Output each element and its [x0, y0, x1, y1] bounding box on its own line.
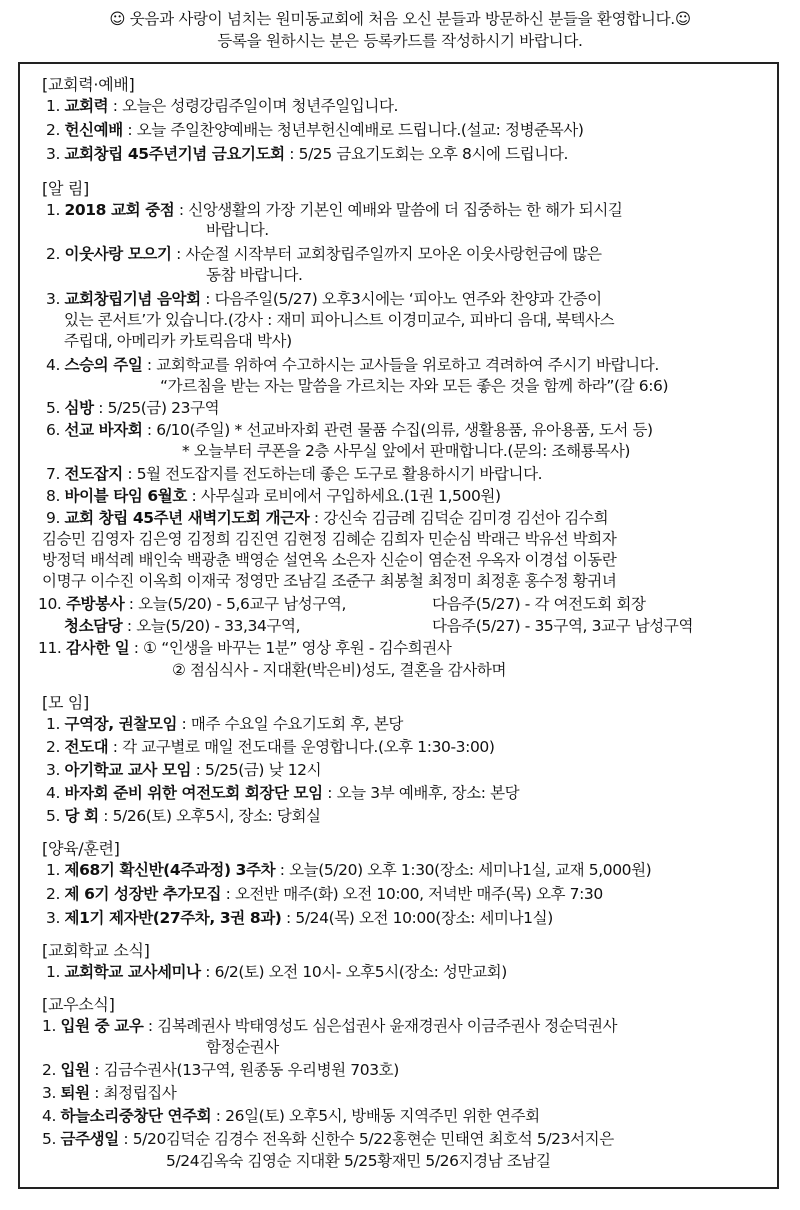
list-item-continuation: 동참 바랍니다.: [206, 266, 303, 284]
list-item: 7. 전도잡지 : 5월 전도잡지를 전도하는데 좋은 도구로 활용하시기 바랍니다.: [46, 465, 543, 483]
section-title-training: [양육/훈련]: [42, 839, 120, 858]
list-item: 4. 스승의 주일 : 교회학교를 위하여 수고하시는 교사들을 위로하고 격려하여 주시기 바랍니다.: [46, 356, 659, 374]
list-item: 1. 제68기 확신반(4주과정) 3주차 : 오늘(5/20) 오후 1:30(장소: 세미나1실, 교재 5,000원): [46, 861, 652, 879]
welcome-line: ☺ 웃음과 사랑이 넘치는 원미동교회에 처음 오신 분들과 방문하신 분들을 환영합니다.☺: [109, 10, 691, 28]
list-item: 청소담당 : 오늘(5/20) - 33,34구역,: [64, 617, 301, 635]
list-item-continuation: 김승민 김영자 김은영 김정희 김진연 김현정 김혜순 김희자 민순심 박래근 박유선 박희자: [42, 530, 617, 548]
section-title-members: [교우소식]: [42, 995, 115, 1014]
section-title-worship: [교회력·예배]: [42, 75, 135, 94]
registration-line: 등록을 원하시는 분은 등록카드를 작성하시기 바랍니다.: [217, 32, 583, 50]
list-item-continuation: 5/24김옥숙 김영순 지대환 5/25황재민 5/26지경남 조남길: [166, 1152, 551, 1170]
list-item-continuation: 주립대, 아메리카 카토릭음대 박사): [64, 332, 292, 350]
list-item-continuation: “가르침을 받는 자는 말씀을 가르치는 자와 모든 좋은 것을 함께 하라”(갈 6:6): [160, 377, 669, 395]
list-item-continuation: 다음주(5/27) - 35구역, 3교구 남성구역: [432, 617, 694, 635]
list-item: 2. 이웃사랑 모으기 : 사순절 시작부터 교회창립주일까지 모아온 이웃사랑헌금에 많은: [46, 245, 602, 263]
list-item: 2. 제 6기 성장반 추가모집 : 오전반 매주(화) 오전 10:00, 저녁반 매주(목) 오후 7:30: [46, 885, 603, 903]
list-item: 3. 아기학교 교사 모임 : 5/25(금) 낮 12시: [46, 761, 322, 779]
list-item: 5. 당 회 : 5/26(토) 오후5시, 장소: 당회실: [46, 807, 321, 825]
list-item: 3. 퇴원 : 최정립집사: [42, 1084, 177, 1102]
list-item: 3. 제1기 제자반(27주차, 3권 8과) : 5/24(목) 오전 10:00(장소: 세미나1실): [46, 909, 553, 927]
list-item-continuation: 함정순권사: [206, 1038, 279, 1056]
bulletin-frame: [18, 62, 779, 1189]
list-item: 1. 입원 중 교우 : 김복례권사 박태영성도 심은섭권사 윤재경권사 이금주권사 정순덕권사: [42, 1017, 618, 1035]
list-item: 4. 하늘소리중창단 연주회 : 26일(토) 오후5시, 방배동 지역주민 위한 연주회: [42, 1107, 540, 1125]
list-item: 2. 헌신예배 : 오늘 주일찬양예배는 청년부헌신예배로 드립니다.(설교: 정병준목사): [46, 121, 584, 139]
list-item: 1. 교회학교 교사세미나 : 6/2(토) 오전 10시- 오후5시(장소: 성만교회): [46, 963, 507, 981]
list-item-continuation: * 오늘부터 쿠폰을 2층 사무실 앞에서 판매합니다.(문의: 조해룡목사): [182, 442, 631, 460]
list-item: 9. 교회 창립 45주년 새벽기도회 개근자 : 강신숙 김금례 김덕순 김미경 김선아 김수희: [46, 509, 609, 527]
list-item: 5. 금주생일 : 5/20김덕순 김경수 전옥화 신한수 5/22홍현순 민태연 최호석 5/23서지은: [42, 1130, 614, 1148]
list-item: 10. 주방봉사 : 오늘(5/20) - 5,6교구 남성구역,: [38, 595, 347, 613]
section-title-meetings: [모 임]: [42, 693, 89, 712]
list-item: 3. 교회창립기념 음악회 : 다음주일(5/27) 오후3시에는 ‘피아노 연주와 찬양과 간증이: [46, 290, 602, 308]
list-item-continuation: 있는 콘서트’가 있습니다.(강사 : 재미 피아니스트 이경미교수, 피바디 음대, 북텍사스: [64, 311, 615, 329]
list-item: 1. 교회력 : 오늘은 성령강림주일이며 청년주일입니다.: [46, 97, 399, 115]
list-item: 6. 선교 바자회 : 6/10(주일) * 선교바자회 관련 물품 수집(의류, 생활용품, 유아용품, 도서 등): [46, 421, 653, 439]
list-item-continuation: 바랍니다.: [206, 221, 269, 239]
section-title-church-school: [교회학교 소식]: [42, 941, 150, 960]
list-item-continuation: ② 점심식사 - 지대환(박은비)성도, 결혼을 감사하며: [172, 661, 507, 679]
welcome-header: [0, 8, 800, 52]
list-item-continuation: 방정덕 배석례 배인숙 백광춘 백영순 설연옥 소은자 신순이 염순전 우옥자 이경섭 이동란: [42, 551, 617, 569]
list-item-continuation: 이명구 이수진 이옥희 이재국 정영만 조남길 조준구 최봉철 최정미 최정훈 홍수정 황귀녀: [42, 572, 617, 590]
list-item: 2. 입원 : 김금수권사(13구역, 원종동 우리병원 703호): [42, 1061, 399, 1079]
list-item: 11. 감사한 일 : ① “인생을 바꾸는 1분” 영상 후원 - 김수희권사: [38, 639, 452, 657]
list-item: 1. 2018 교회 중점 : 신앙생활의 가장 기본인 예배와 말씀에 더 집중하는 한 해가 되시길: [46, 201, 623, 219]
list-item: 4. 바자회 준비 위한 여전도회 회장단 모임 : 오늘 3부 예배후, 장소: 본당: [46, 784, 520, 802]
section-title-notices: [알 림]: [42, 179, 89, 198]
list-item: 8. 바이블 타임 6월호 : 사무실과 로비에서 구입하세요.(1권 1,500원): [46, 487, 501, 505]
list-item: 5. 심방 : 5/25(금) 23구역: [46, 399, 220, 417]
list-item: 3. 교회창립 45주년기념 금요기도회 : 5/25 금요기도회는 오후 8시에 드립니다.: [46, 145, 568, 163]
list-item: 2. 전도대 : 각 교구별로 매일 전도대를 운영합니다.(오후 1:30-3:00): [46, 738, 495, 756]
list-item-continuation: 다음주(5/27) - 각 여전도회 회장: [432, 595, 646, 613]
list-item: 1. 구역장, 권찰모임 : 매주 수요일 수요기도회 후, 본당: [46, 715, 404, 733]
